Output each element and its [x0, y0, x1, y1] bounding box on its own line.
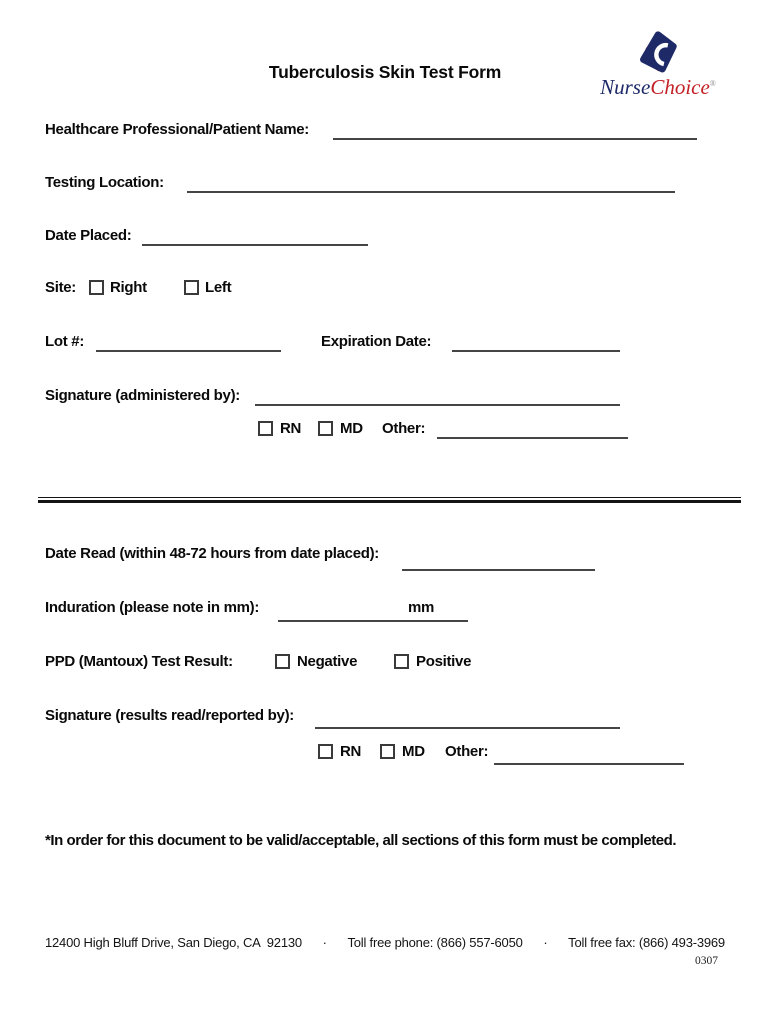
ppd-result-label: PPD (Mantoux) Test Result:: [45, 653, 233, 670]
date-read-label: Date Read (within 48-72 hours from date placed):: [45, 545, 379, 562]
brand-name-choice: Choice: [650, 75, 710, 99]
admin-md-label: MD: [340, 420, 363, 437]
brand-logo: [588, 30, 728, 98]
footer-separator: ·: [322, 935, 327, 950]
page-title: Tuberculosis Skin Test Form: [268, 62, 502, 82]
brand-swirl-icon: [636, 30, 680, 76]
patient-name-line[interactable]: [333, 122, 697, 140]
result-positive-label: Positive: [416, 653, 472, 670]
site-left-label: Left: [205, 279, 232, 296]
footer-separator: ·: [543, 935, 548, 950]
site-left-checkbox[interactable]: [184, 280, 199, 295]
section-divider: [38, 497, 741, 503]
read-rn-label: RN: [340, 743, 362, 760]
read-other-line[interactable]: [494, 745, 684, 765]
induration-line[interactable]: [278, 602, 468, 622]
admin-rn-checkbox[interactable]: [258, 421, 273, 436]
date-placed-label: Date Placed:: [45, 227, 132, 244]
read-rn-checkbox[interactable]: [318, 744, 333, 759]
induration-label: Induration (please note in mm):: [45, 599, 260, 616]
expiration-date-label: Expiration Date:: [321, 333, 432, 350]
footer: [45, 935, 725, 950]
induration-mm-unit: mm: [408, 599, 435, 616]
brand-name: [600, 74, 716, 97]
read-md-label: MD: [402, 743, 425, 760]
admin-rn-label: RN: [280, 420, 302, 437]
lot-number-label: Lot #:: [45, 333, 85, 350]
result-negative-label: Negative: [297, 653, 358, 670]
footer-address: 12400 High Bluff Drive, San Diego, CA 92130: [45, 935, 302, 950]
signature-administered-line[interactable]: [255, 388, 620, 406]
result-positive-checkbox[interactable]: [394, 654, 409, 669]
site-label: Site:: [45, 279, 77, 296]
site-right-label: Right: [110, 279, 147, 296]
admin-other-label: Other:: [382, 420, 426, 437]
completion-note: *In order for this document to be valid/acceptable, all sections of this form must be completed.: [45, 832, 677, 849]
signature-results-line[interactable]: [315, 709, 620, 729]
expiration-date-line[interactable]: [452, 334, 620, 352]
lot-number-line[interactable]: [96, 334, 281, 352]
signature-administered-label: Signature (administered by):: [45, 387, 240, 404]
footer-fax: Toll free fax: (866) 493-3969: [568, 935, 725, 950]
patient-name-label: Healthcare Professional/Patient Name:: [45, 121, 309, 138]
form-code: 0307: [695, 955, 718, 967]
admin-md-checkbox[interactable]: [318, 421, 333, 436]
date-placed-line[interactable]: [142, 228, 368, 246]
footer-phone: Toll free phone: (866) 557-6050: [347, 935, 523, 950]
site-right-checkbox[interactable]: [89, 280, 104, 295]
result-negative-checkbox[interactable]: [275, 654, 290, 669]
read-md-checkbox[interactable]: [380, 744, 395, 759]
signature-results-label: Signature (results read/reported by):: [45, 707, 294, 724]
read-other-label: Other:: [445, 743, 489, 760]
brand-name-nurse: Nurse: [600, 75, 651, 99]
testing-location-line[interactable]: [187, 175, 675, 193]
admin-other-line[interactable]: [437, 421, 628, 439]
date-read-line[interactable]: [402, 549, 595, 571]
testing-location-label: Testing Location:: [45, 174, 164, 191]
registered-mark: ®: [709, 79, 716, 88]
